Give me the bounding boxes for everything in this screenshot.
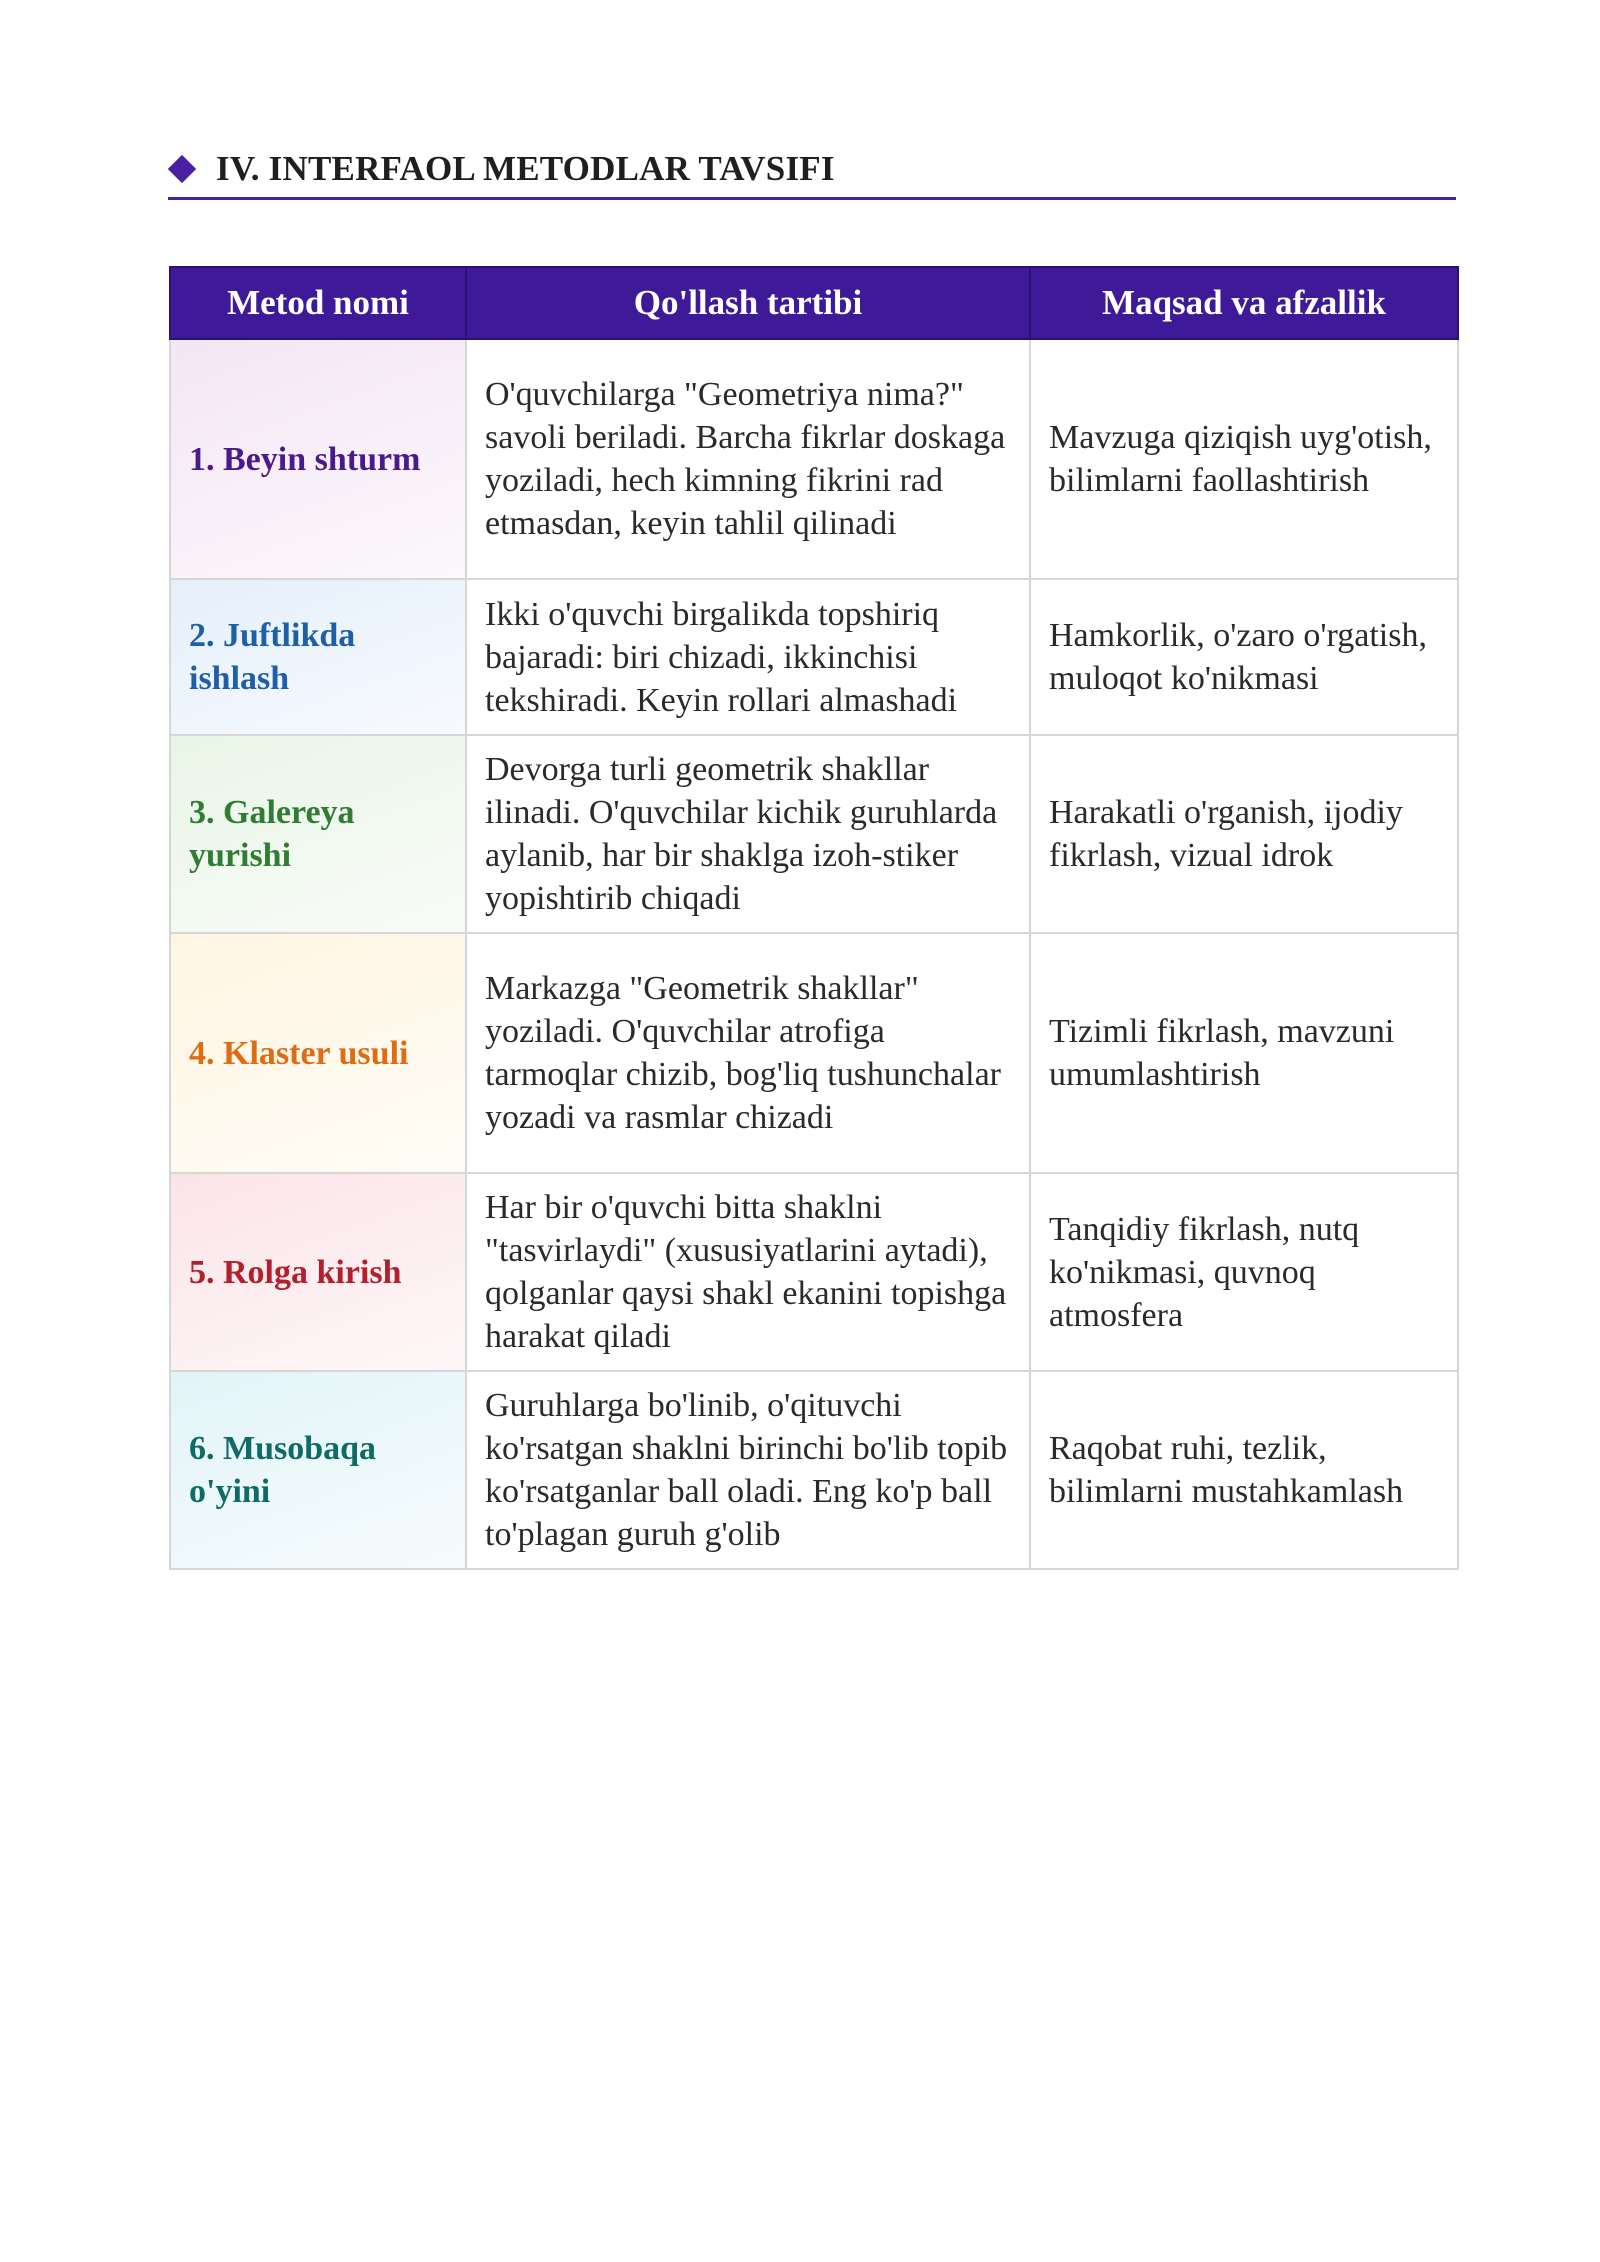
diamond-icon: [168, 154, 196, 182]
table-row: [170, 339, 1458, 579]
column-header-method: Metod nomi: [170, 267, 466, 339]
method-name-cell: 1. Beyin shturm: [170, 339, 466, 579]
table-row: [170, 579, 1458, 735]
method-name-cell: 2. Juftlikda ishlash: [170, 579, 466, 735]
methods-table: [169, 266, 1459, 1570]
method-name-cell: 6. Musobaqa o'yini: [170, 1371, 466, 1569]
purpose-cell: Tanqidiy fikrlash, nutq ko'nikmasi, quvnoq atmosfera: [1030, 1173, 1458, 1371]
procedure-cell: Guruhlarga bo'linib, o'qituvchi ko'rsatgan shaklni birinchi bo'lib topib ko'rsatganlar ball oladi. Eng ko'p ball to'plagan guruh g'olib: [466, 1371, 1030, 1569]
procedure-cell: O'quvchilarga "Geometriya nima?" savoli beriladi. Barcha fikrlar doskaga yoziladi, hech kimning fikrini rad etmasdan, keyin tahlil qilinadi: [466, 339, 1030, 579]
column-header-purpose: Maqsad va afzallik: [1030, 267, 1458, 339]
procedure-cell: Ikki o'quvchi birgalikda topshiriq bajaradi: biri chizadi, ikkinchisi tekshiradi. Keyin rollari almashadi: [466, 579, 1030, 735]
purpose-cell: Tizimli fikrlash, mavzuni umumlashtirish: [1030, 933, 1458, 1173]
procedure-cell: Markazga "Geometrik shakllar" yoziladi. O'quvchilar atrofiga tarmoqlar chizib, bog'liq tushunchalar yozadi va rasmlar chizadi: [466, 933, 1030, 1173]
table-row: [170, 1371, 1458, 1569]
purpose-cell: Harakatli o'rganish, ijodiy fikrlash, vizual idrok: [1030, 735, 1458, 933]
section-title: IV. INTERFAOL METODLAR TAVSIFI: [216, 148, 835, 188]
table-row: [170, 735, 1458, 933]
purpose-cell: Hamkorlik, o'zaro o'rgatish, muloqot ko'nikmasi: [1030, 579, 1458, 735]
method-name-cell: 4. Klaster usuli: [170, 933, 466, 1173]
method-name-cell: 3. Galereya yurishi: [170, 735, 466, 933]
section-heading: [168, 140, 1456, 200]
purpose-cell: Mavzuga qiziqish uyg'otish, bilimlarni faollashtirish: [1030, 339, 1458, 579]
procedure-cell: Har bir o'quvchi bitta shaklni "tasvirlaydi" (xususiyatlarini aytadi), qolganlar qaysi shakl ekanini topishga harakat qiladi: [466, 1173, 1030, 1371]
table-row: [170, 1173, 1458, 1371]
table-row: [170, 933, 1458, 1173]
purpose-cell: Raqobat ruhi, tezlik, bilimlarni mustahkamlash: [1030, 1371, 1458, 1569]
column-header-procedure: Qo'llash tartibi: [466, 267, 1030, 339]
method-name-cell: 5. Rolga kirish: [170, 1173, 466, 1371]
procedure-cell: Devorga turli geometrik shakllar ilinadi. O'quvchilar kichik guruhlarda aylanib, har bir shaklga izoh-stiker yopishtirib chiqadi: [466, 735, 1030, 933]
table-header-row: [170, 267, 1458, 339]
